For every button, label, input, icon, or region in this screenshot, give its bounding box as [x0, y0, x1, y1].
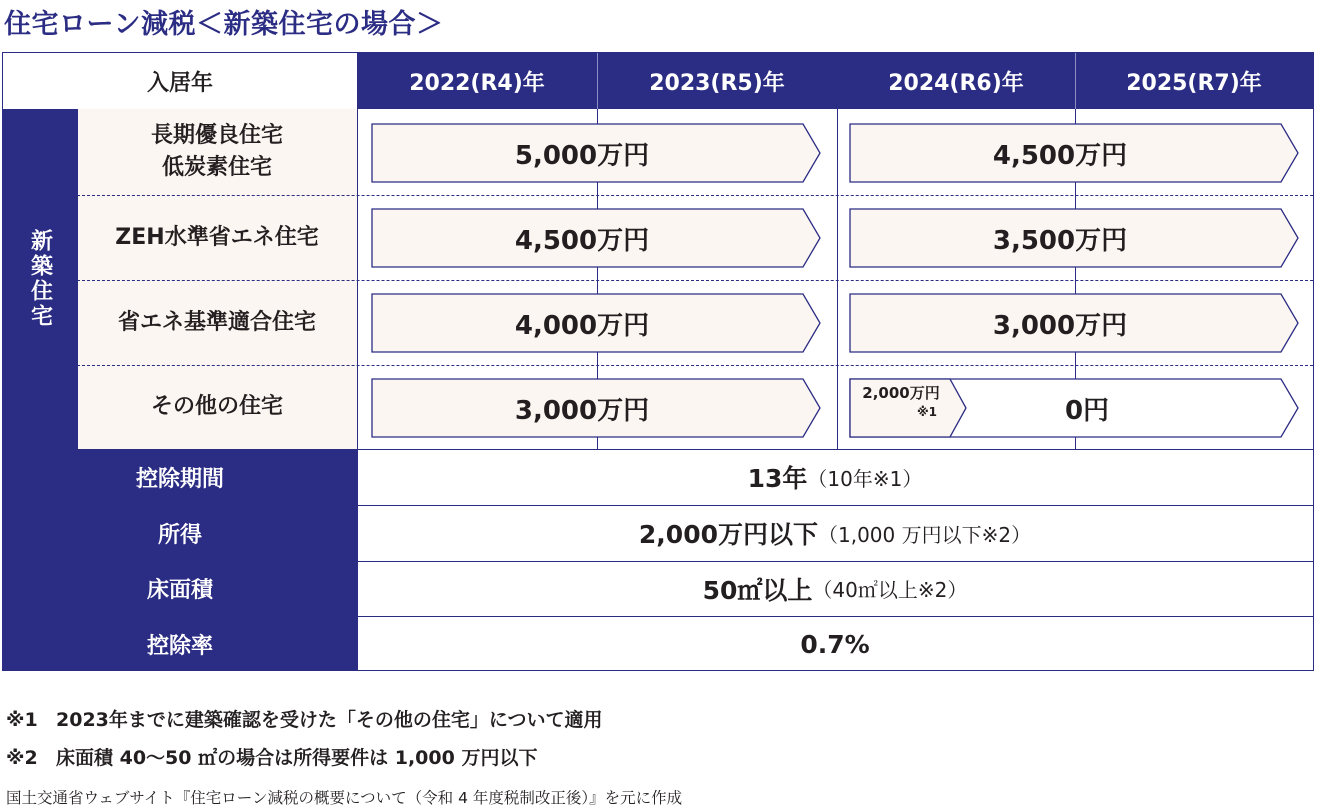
header-divider: [597, 53, 598, 109]
row-label-energy-standard: 省エネ基準適合住宅: [117, 309, 316, 335]
footnote-text: 床面積 40～50 ㎡の場合は所得要件は 1,000 万円以下: [56, 747, 538, 769]
row-divider-dashed: [77, 195, 1313, 196]
limit-arrow-zeh-2022-2023: [371, 208, 821, 268]
exception-note: ※1: [917, 405, 938, 419]
label-income: 所得: [3, 505, 357, 561]
exception-value: 2,000万円: [862, 384, 940, 402]
header-year-2024: 2024(R6)年: [888, 70, 1024, 96]
limit-value-zero: 0円: [1064, 395, 1110, 426]
limit-arrow-energy-2024-2025: [849, 293, 1299, 353]
limit-arrow-other-2022-2023: [371, 378, 821, 438]
row-divider-dashed: [77, 365, 1313, 366]
value-deduction-rate: 0.7%: [800, 629, 870, 659]
limit-value: 4,500万円: [992, 140, 1128, 171]
header-divider: [1075, 53, 1076, 109]
limit-value: 4,500万円: [514, 225, 650, 256]
footnote-text: 2023年までに建築確認を受けた「その他の住宅」について適用: [56, 709, 603, 731]
limit-arrow-long-term-2024-2025: [849, 123, 1299, 183]
value-floor-area: 50㎡以上 （40㎡以上※2）: [702, 575, 968, 605]
limit-value: 5,000万円: [514, 140, 650, 171]
value-income: 2,000万円以下 （1,000 万円以下※2）: [638, 520, 1032, 549]
source-credit: 国土交通省ウェブサイト『住宅ローン減税の概要について（令和 4 年度税制改正後）』を元に作成: [6, 789, 683, 807]
limit-arrow-energy-2022-2023: [371, 293, 821, 353]
limit-arrow-long-term-2022-2023: [371, 123, 821, 183]
header-year-2025: 2025(R7)年: [1126, 70, 1262, 96]
footnote-2: [6, 743, 537, 770]
label-deduction-period: 控除期間: [3, 449, 357, 505]
limit-value: 3,000万円: [992, 310, 1128, 341]
value-deduction-period: 13年 （10年※1）: [747, 464, 923, 493]
page-title: 住宅ローン減税＜新築住宅の場合＞: [4, 9, 444, 40]
grid-line: [837, 109, 838, 449]
label-deduction-rate: 控除率: [3, 616, 357, 671]
limit-value: 3,500万円: [992, 225, 1128, 256]
footnote-mark: ※1: [6, 709, 38, 731]
limit-value: 4,000万円: [514, 310, 650, 341]
header-year-2022: 2022(R4)年: [409, 70, 545, 96]
exception-box-other: [849, 378, 967, 438]
footnote-1: [6, 705, 603, 732]
row-divider-dashed: [77, 280, 1313, 281]
header-year-2023: 2023(R5)年: [649, 70, 785, 96]
footnote-mark: ※2: [6, 747, 38, 769]
header-label: 入居年: [146, 70, 213, 96]
row-label-other: その他の住宅: [150, 394, 283, 419]
limit-arrow-zeh-2024-2025: [849, 208, 1299, 268]
grid-line: [77, 109, 78, 449]
header-move-in-year: [3, 53, 357, 109]
tax-reduction-table: [2, 52, 1314, 671]
row-label-long-term: 長期優良住宅 低炭素住宅: [150, 123, 283, 180]
row-label-zeh: ZEH水準省エネ住宅: [115, 224, 319, 250]
limit-value: 3,000万円: [514, 395, 650, 426]
label-floor-area: 床面積: [3, 561, 357, 616]
side-label-new-housing: 新築住宅: [3, 109, 77, 449]
